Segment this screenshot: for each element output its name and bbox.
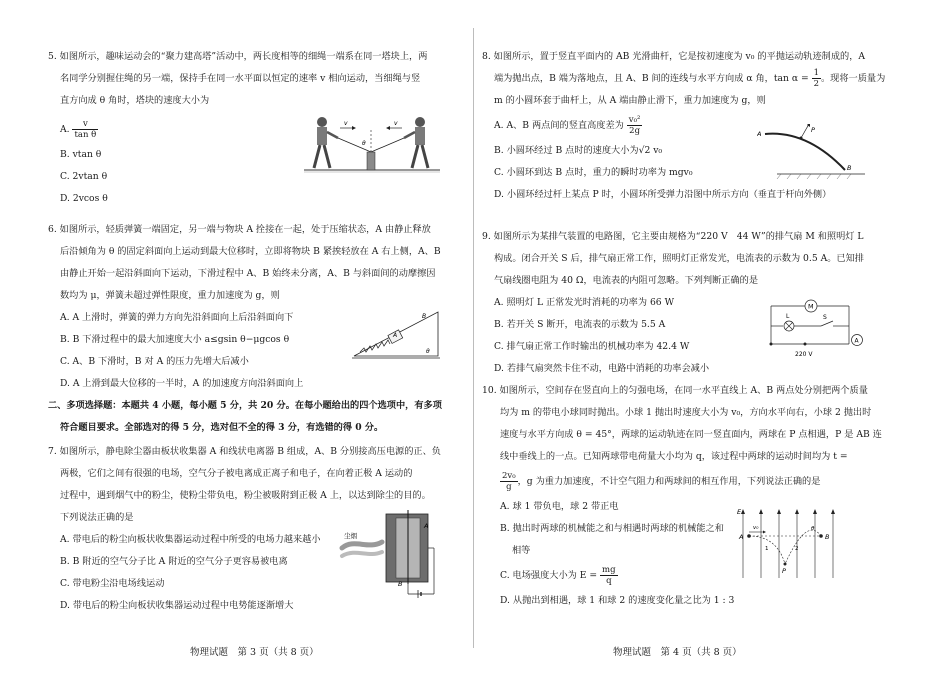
- point-b-label: B: [825, 533, 830, 541]
- right-page: [475, 0, 950, 688]
- tower-block: [367, 152, 375, 170]
- q9-option-c: C. 排气扇正常工作时输出的机械功率为 42.4 W: [494, 341, 690, 352]
- fraction-numerator: v₀²: [628, 115, 641, 125]
- question-8: [482, 46, 942, 206]
- q5-option-a-fraction: [72, 119, 98, 140]
- q6-line: 由静止开始一起沿斜面向下运动，下滑过程中 A、B 始终未分离，A、B 与斜面间的动摩擦因: [60, 268, 436, 279]
- q10-option-d: D. 从抛出到相遇，球 1 和球 2 的速度变化量之比为 1 : 3: [500, 595, 735, 606]
- time-fraction: [500, 471, 518, 492]
- curved-rod: [765, 134, 845, 170]
- q6-option-a: A. A 上滑时，弹簧的弹力方向先沿斜面向上后沿斜面向下: [60, 312, 294, 323]
- question-9: [482, 226, 942, 380]
- q7-option-d: D. 带电后的粉尘向板状收集器运动过程中电势能逐渐增大: [60, 600, 294, 611]
- q7-option-c: C. 带电粉尘沿电场线运动: [60, 578, 165, 589]
- q8-option-a-label: A. A、B 两点间的竖直高度差为: [494, 120, 624, 131]
- q10-line: 均为 m 的带电小球同时抛出。小球 1 抛出时速度大小为 v₀，方向水平向右，小球 2 抛出时: [500, 407, 872, 418]
- right-person-body: [415, 127, 425, 145]
- point-p-label: P: [782, 567, 786, 575]
- ammeter-label: A: [854, 337, 859, 345]
- fraction-denominator: 2g: [629, 126, 641, 136]
- q5-line: 直方向成 θ 角时，塔块的速度大小为: [60, 95, 210, 106]
- svg-text:θ: θ: [426, 348, 430, 355]
- q10-line: 线中垂线上的一点。已知两球带电荷量大小均为 q，该过程中两球的运动时间均为 t =: [500, 451, 848, 462]
- point-a-label: A: [757, 130, 762, 138]
- switch: [821, 321, 833, 326]
- q6-option-c: C. A、B 下滑时，B 对 A 的压力先增大后减小: [60, 356, 249, 367]
- q7-figure: [338, 508, 448, 600]
- point-b-label: B: [847, 164, 852, 172]
- q8-figure: [757, 124, 867, 180]
- q10-line: 速度与水平方向成 θ = 45°，两球的运动轨迹在同一竖直面内，两球在 P 点相遇，P 是 AB 连: [500, 429, 882, 440]
- q6-option-b: B. B 下滑过程中的最大加速度大小 a≤gsin θ−μgcos θ: [60, 334, 290, 345]
- q9-figure: [765, 296, 865, 360]
- q8-line-2-tail: 。现将一质量为: [821, 73, 886, 84]
- left-page: [0, 0, 470, 688]
- velocity-label: v: [394, 120, 398, 127]
- q8-option-c: C. 小圆环到达 B 点时，重力的瞬时功率为 mgv₀: [494, 167, 693, 178]
- electrode-b-label: B: [398, 580, 403, 588]
- right-page-footer: 物理试题 第 4 页（共 8 页）: [613, 647, 742, 658]
- q7-option-a: A. 带电后的粉尘向板状收集器运动过程中所受的电场力越来越小: [60, 534, 321, 545]
- left-rope: [338, 138, 371, 152]
- q5-option-a-label: A.: [60, 124, 70, 135]
- field-label: E: [737, 508, 742, 516]
- motor-label: M: [808, 302, 814, 311]
- q6-line: 数均为 μ，弹簧未超过弹性限度，重力加速度为 g，则: [60, 290, 280, 301]
- q8-option-b: B. 小圆环经过 B 点时的速度大小为√2 v₀: [494, 145, 663, 156]
- q9-option-d: D. 若排气扇突然卡住不动，电路中消耗的功率会减小: [494, 363, 710, 374]
- ball-2-label: 2: [795, 546, 799, 552]
- v0-label: v₀: [753, 525, 759, 531]
- block-b-label: B: [422, 313, 427, 320]
- q9-line: 9. 如图所示为某排气装置的电路图，它主要由规格为“220 V 44 W”的排气扇 M 和照明灯 L: [482, 231, 864, 242]
- q10-figure: [737, 506, 847, 582]
- q9-option-b: B. 若开关 S 断开，电流表的示数为 5.5 A: [494, 319, 666, 330]
- q5-option-b: B. vtan θ: [60, 149, 102, 160]
- switch-label: S: [823, 314, 827, 321]
- smoke: [342, 542, 382, 548]
- smoke-label: 尘烟: [344, 532, 357, 540]
- section-2-line: 符合题目要求。全部选对的得 5 分，选对但不全的得 3 分，有选错的得 0 分。: [60, 422, 384, 433]
- page-divider: [473, 28, 474, 648]
- q10-option-c: [482, 562, 942, 590]
- q7-line: 下列说法正确的是: [60, 512, 134, 523]
- block-a-label: A: [393, 332, 398, 339]
- fraction-numerator: 2v₀: [502, 471, 516, 481]
- q10-line-5: [482, 468, 942, 496]
- left-page-footer: 物理试题 第 3 页（共 8 页）: [190, 647, 319, 658]
- q5-option-d: D. 2vcos θ: [60, 193, 108, 204]
- fraction-numerator: 1: [813, 68, 819, 78]
- section-2-header: [48, 395, 468, 439]
- left-person-body: [317, 127, 327, 145]
- fraction-numerator: mg: [602, 565, 616, 575]
- question-10: [482, 380, 942, 612]
- question-6: [48, 219, 463, 395]
- fraction-numerator: v: [72, 119, 98, 130]
- q8-line: m 的小圆环套于曲杆上，从 A 端由静止滑下，重力加速度为 g，则: [494, 95, 766, 106]
- fraction-denominator: g: [506, 482, 512, 492]
- trajectory-2: [785, 530, 821, 564]
- left-person-head: [317, 117, 327, 127]
- q9-option-a: A. 照明灯 L 正常发光时消耗的功率为 66 W: [494, 297, 675, 308]
- q8-option-a-fraction: [627, 115, 643, 136]
- q6-option-d: D. A 上滑到最大位移的一半时，A 的加速度方向沿斜面向上: [60, 378, 304, 389]
- point-a-label: A: [739, 533, 744, 541]
- q10-option-b-cont: 相等: [512, 545, 531, 556]
- q10-option-b: B. 抛出时两球的机械能之和与相遇时两球的机械能之和: [500, 523, 724, 534]
- source-voltage-label: 220 V: [795, 351, 813, 358]
- point-p-label: P: [811, 126, 815, 134]
- q9-line: 构成。闭合开关 S 后，排气扇正常工作，照明灯正常发光，电流表的示数为 0.5 A。已知排: [494, 253, 864, 264]
- fraction-denominator: tan θ: [74, 130, 97, 140]
- q5-line: 5. 如图所示，趣味运动会的“聚力建高塔”活动中，两长度相等的细绳一端系在同一塔块上，两: [48, 51, 428, 62]
- section-2-line: 二、多项选择题：本题共 4 小题，每小题 5 分，共 20 分。在每小题给出的四个选项中，有多项: [48, 400, 442, 411]
- q5-line: 名同学分别握住绳的另一端，保持手在同一水平面以恒定的速率 v 相向运动，当细绳与竖: [60, 73, 421, 84]
- q10-line-5-text: ，g 为重力加速度，不计空气阻力和两球间的相互作用，下列说法正确的是: [517, 476, 821, 487]
- q6-line: 6. 如图所示，轻质弹簧一端固定，另一端与物块 A 拴接在一起，处于压缩状态，A 由静止释放: [48, 224, 431, 235]
- q7-option-b: B. B 附近的空气分子比 A 附近的空气分子更容易被电离: [60, 556, 288, 567]
- fraction-denominator: 2: [813, 79, 819, 89]
- q10-option-a: A. 球 1 带负电，球 2 带正电: [500, 501, 619, 512]
- ball-1-label: 1: [765, 546, 769, 552]
- q8-option-d: D. 小圆环经过杆上某点 P 时，小圆环所受弹力沿图中所示方向（垂直于杆向外侧）: [494, 189, 832, 200]
- q9-line: 气扇线圈电阻为 40 Ω，电流表的内阻可忽略。下列判断正确的是: [494, 275, 759, 286]
- q10-line: 10. 如图所示，空间存在竖直向上的匀强电场，在同一水平直线上 A、B 两点处分别把两个质量: [482, 385, 868, 396]
- q8-line: 8. 如图所示，置于竖直平面内的 AB 光滑曲杆，它是按初速度为 v₀ 的平抛运动轨迹制成的，A: [482, 51, 866, 62]
- right-rope: [371, 138, 404, 152]
- tan-alpha-fraction: [812, 68, 821, 89]
- q7-line: 两极，它们之间有很强的电场，空气分子被电离成正离子和电子，在向着正极 A 运动的: [60, 468, 413, 479]
- q5-figure: [302, 112, 442, 177]
- q7-line: 过程中，遇到烟气中的粉尘，使粉尘带负电，粉尘被吸附到正极 A 上，以达到除尘的目的。: [60, 490, 431, 501]
- right-person-head: [415, 117, 425, 127]
- q10-option-c-fraction: [600, 565, 618, 586]
- theta-label: θ: [811, 526, 815, 532]
- q10-option-c-label: C. 电场强度大小为 E =: [500, 570, 598, 581]
- electrode-a-label: A: [424, 522, 429, 530]
- theta-label: θ: [362, 140, 366, 147]
- lamp-label: L: [786, 313, 790, 320]
- q8-option-a: [482, 112, 942, 140]
- q6-figure: [352, 308, 442, 360]
- q5-option-c: C. 2vtan θ: [60, 171, 108, 182]
- fraction-denominator: q: [606, 576, 612, 586]
- velocity-label: v: [344, 120, 348, 127]
- q6-line: 后沿倾角为 θ 的固定斜面向上运动到最大位移时，立即将物块 B 紧挨轻放在 A 右上侧，A、B: [60, 246, 441, 257]
- q7-line: 7. 如图所示，静电除尘器由板状收集器 A 和线状电离器 B 组成，A、B 分别接高压电源的正、负: [48, 446, 441, 457]
- q8-line-2-text: 端为抛出点，B 端为落地点，且 A、B 间的连线与水平方向成 α 角，tan α =: [494, 73, 809, 84]
- q8-line-2: [482, 68, 942, 90]
